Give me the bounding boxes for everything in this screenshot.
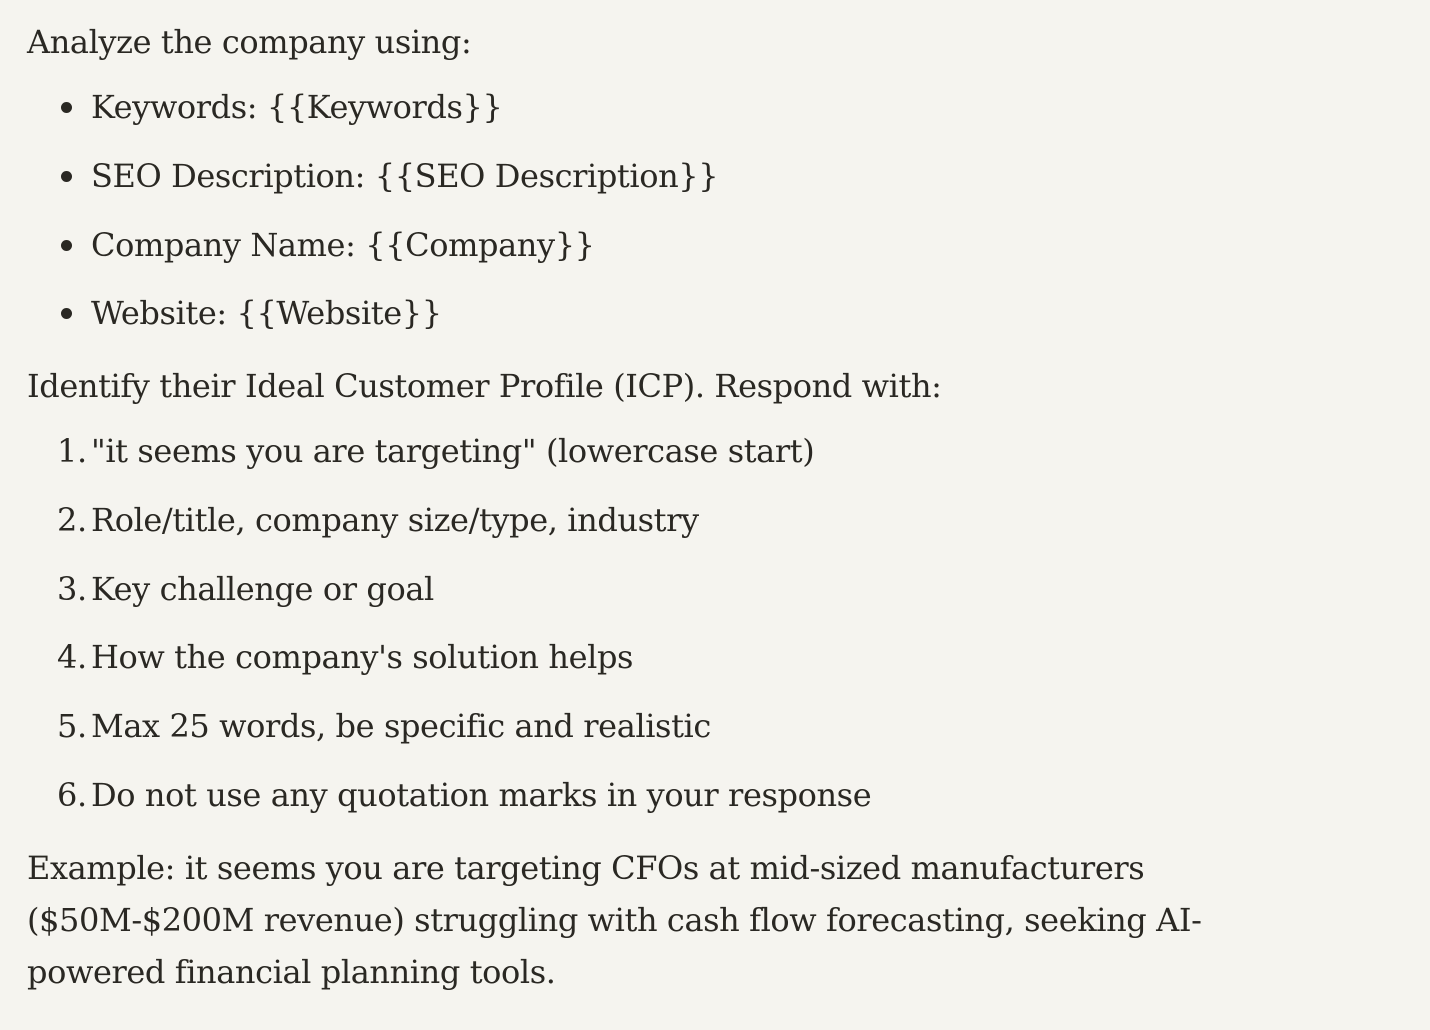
- list-item-text: Company Name: {{Company}}: [91, 226, 595, 264]
- intro-text: Analyze the company using:: [27, 23, 472, 61]
- list-item-text: "it seems you are targeting" (lowercase start): [91, 432, 815, 470]
- list-item-number: 6.: [57, 776, 87, 814]
- list-item: [0, 494, 1400, 546]
- list-item: [0, 425, 1400, 477]
- list-item-text: Max 25 words, be specific and realistic: [91, 707, 711, 745]
- list-item-number: 3.: [57, 570, 87, 608]
- list-item: [0, 700, 1400, 752]
- bullet-icon: [61, 171, 72, 182]
- list-item-number: 4.: [57, 638, 87, 676]
- list-item-text: How the company's solution helps: [91, 638, 634, 676]
- list-item-number: 2.: [57, 501, 87, 539]
- list-item: [0, 563, 1400, 615]
- list-item-text: Key challenge or goal: [91, 570, 434, 608]
- list-item: [0, 287, 1400, 339]
- list-item-text: Keywords: {{Keywords}}: [91, 88, 503, 126]
- list-item-text: SEO Description: {{SEO Description}}: [91, 157, 719, 195]
- bullet-icon: [61, 102, 72, 113]
- list-item: [0, 81, 1400, 133]
- list-item-text: Role/title, company size/type, industry: [91, 501, 699, 539]
- list-item-number: 1.: [57, 432, 87, 470]
- example-text: Example: it seems you are targeting CFOs at mid-sized manufacturers ($50M-$200M revenue) struggling with cash flow forecasting, seeking AI-powered financial planning tools.: [27, 849, 1202, 991]
- bullet-icon: [61, 308, 72, 319]
- list-item-text: Website: {{Website}}: [91, 294, 442, 332]
- list-item: [0, 150, 1400, 202]
- list-item: [0, 219, 1400, 271]
- list-item-number: 5.: [57, 707, 87, 745]
- list-item: [0, 631, 1400, 683]
- list-item: [0, 769, 1400, 821]
- list-item-text: Do not use any quotation marks in your response: [91, 776, 872, 814]
- bullet-icon: [61, 240, 72, 251]
- instruction-text: Identify their Ideal Customer Profile (ICP). Respond with:: [27, 367, 942, 405]
